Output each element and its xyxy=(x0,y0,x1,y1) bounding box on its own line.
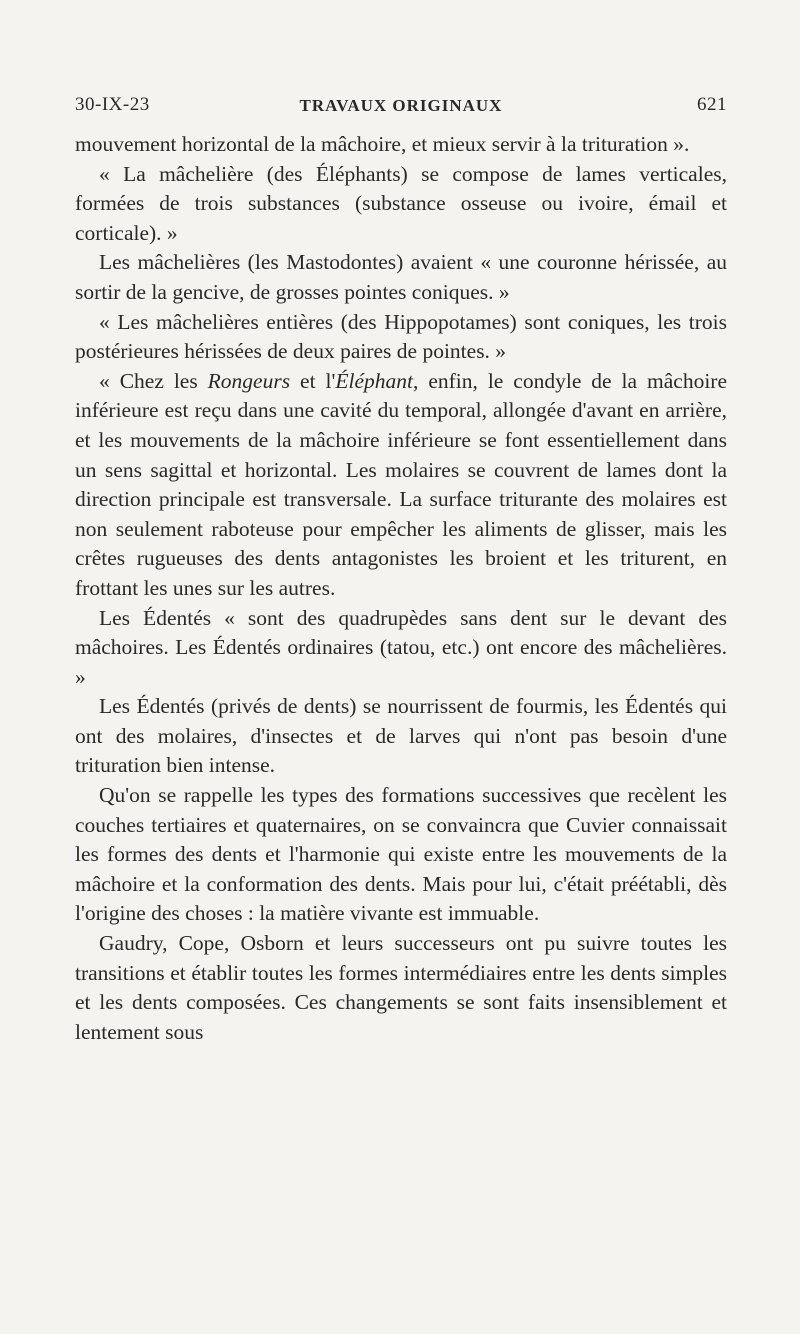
paragraph-rodents-elephant xyxy=(75,367,727,604)
page-number: 621 xyxy=(697,94,727,115)
paragraph-hippopotamus-quote: « Les mâchelières entières (des Hippopotames) sont coniques, les trois postérieures hérissées de deux paires de pointes. » xyxy=(75,309,727,364)
paragraph-mastodons: Les mâchelières (les Mastodontes) avaient « une couronne hérissée, au sortir de la gencive, de grosses pointes coniques. » xyxy=(75,250,727,304)
header-section-title: TRAVAUX ORIGINAUX xyxy=(299,96,503,115)
term-elephant: Éléphant xyxy=(335,368,413,393)
paragraph-rodents-mid: et l' xyxy=(290,368,336,393)
body-text xyxy=(75,130,727,1047)
running-head xyxy=(75,94,727,128)
paragraph-gaudry: Gaudry, Cope, Osborn et leurs successeurs ont pu suivre toutes les transitions et établir toutes les formes intermédiaires entre les dents simples et les dents composées. Ces changements se sont faits insensiblement et lentement sous xyxy=(75,931,727,1044)
paragraph-cuvier: Qu'on se rappelle les types des formations successives que recèlent les couches tertiaires et quaternaires, on se convaincra que Cuvier connaissait les formes des dents et l'harmonie qui existe entre les mouvements de la mâchoire et la conformation des dents. Mais pour lui, c'était préétabli, dès l'origine des choses : la matière vivante est immuable. xyxy=(75,783,727,926)
header-date: 30-IX-23 xyxy=(75,94,150,115)
paragraph-rodents-pre: « Chez les xyxy=(99,368,208,393)
paragraph-continuation: mouvement horizontal de la mâchoire, et mieux servir à la trituration ». xyxy=(75,132,690,156)
paragraph-rodents-post: , enfin, le condyle de la mâchoire inférieure est reçu dans une cavité du temporal, allongée d'avant en arrière, et les mouvements de la mâchoire inférieure se font essentiellement dans un sens sagittal et horizontal. Les molaires se couvrent de lames dont la direction principale est transversale. La surface triturante des molaires est non seulement raboteuse pour empêcher les aliments de glisser, mais les crêtes rugueuses des dents antagonistes les broient et les triturent, en frottant les unes sur les autres. xyxy=(75,368,728,600)
term-rongeurs: Rongeurs xyxy=(207,368,291,393)
paragraph-edentates-quote: Les Édentés « sont des quadrupèdes sans dent sur le devant des mâchoires. Les Édentés ordinaires (tatou, etc.) ont encore des mâchelières. » xyxy=(75,605,727,689)
paragraph-elephants-quote: « La mâchelière (des Éléphants) se compose de lames verticales, formées de trois substances (substance osseuse ou ivoire, émail et corticale). » xyxy=(75,161,727,245)
paragraph-edentates-diet: Les Édentés (privés de dents) se nourrissent de fourmis, les Édentés qui ont des molaires, d'insectes et de larves qui n'ont pas besoin d'une trituration bien intense. xyxy=(75,694,727,778)
